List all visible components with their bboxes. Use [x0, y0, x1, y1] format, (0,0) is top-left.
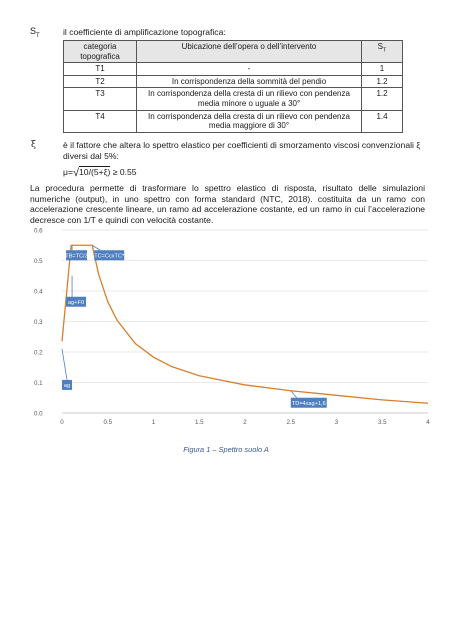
x-tick-label: 2	[243, 419, 247, 426]
x-tick-label: 0.5	[103, 419, 113, 426]
st-intro: il coefficiente di amplificazione topografica:	[63, 27, 226, 37]
table-row	[64, 75, 403, 88]
y-tick-label: 0.6	[34, 227, 43, 235]
cell-cat: T4	[64, 110, 137, 132]
cell-ubicazione: -	[137, 63, 362, 76]
cell-st: 1.4	[362, 110, 403, 132]
y-tick-label: 0.0	[34, 410, 43, 418]
header-categoria: categoria topografica	[64, 41, 137, 63]
chart-annotations	[62, 245, 327, 407]
header-ubicazione: Ubicazione dell’opera o dell’intervento	[137, 41, 362, 63]
y-tick-label: 0.3	[34, 319, 43, 326]
cell-ubicazione: In corrispondenza della sommità del pendio	[137, 75, 362, 88]
spectrum-line	[62, 245, 428, 403]
y-tick-labels	[34, 228, 43, 418]
annotation-label: TD=4xag+1,6	[291, 400, 326, 407]
cell-ubicazione: In corrispondenza della cresta di un rilievo con pendenza media minore o uguale a 30°	[137, 88, 362, 110]
spectrum-chart	[0, 222, 452, 444]
x-tick-label: 3	[334, 419, 339, 426]
formula-suffix: ≥ 0.55	[110, 167, 137, 177]
cell-cat: T3	[64, 88, 137, 110]
procedure-paragraph: La procedura permette di trasformare lo spettro elastico di risposta, risultato delle simulazioni numeriche (output), in uno spettro con forma standard (NTC, 2018). costituita da un ramo con accelerazione crescente lineare, un ramo ad accelerazione costante, ed un ramo in cui l’accelerazione decresce con 1/T e quindi con velocità costante.	[30, 183, 425, 225]
table-row	[64, 63, 403, 76]
y-tick-label: 0.2	[34, 349, 43, 357]
x-tick-label: 1	[151, 419, 156, 426]
annotation-label: ag	[63, 383, 71, 390]
table-row	[64, 88, 403, 110]
x-tick-labels	[60, 419, 430, 426]
annotation-connector	[62, 349, 67, 380]
cell-cat: T2	[64, 75, 137, 88]
xi-symbol: ξ	[31, 140, 36, 150]
table-header-row	[64, 41, 403, 63]
xi-formula	[63, 166, 137, 178]
y-tick-label: 0.4	[34, 288, 43, 296]
cell-st: 1.2	[362, 88, 403, 110]
sqrt-sign: √	[72, 166, 80, 179]
x-tick-label: 1.5	[194, 419, 204, 426]
x-tick-label: 2.5	[286, 419, 296, 426]
formula-radicand: 10/(5+ξ)	[79, 167, 111, 177]
formula-prefix: μ=	[63, 167, 73, 177]
x-tick-label: 4	[426, 419, 430, 426]
annotation-label: TC=CcxTC*	[94, 253, 125, 260]
cell-cat: T1	[64, 63, 137, 76]
x-tick-label: 0	[60, 419, 64, 426]
header-st: $S_T$	[362, 41, 403, 63]
table-row	[64, 110, 403, 132]
xi-text: è il fattore che altera lo spettro elastico per coefficienti di smorzamento viscosi convenzionali ξ diversi dal 5%:	[63, 140, 421, 161]
cell-st: 1	[362, 63, 403, 76]
annotation-label: TB=TC/3	[65, 253, 88, 260]
x-tick-label: 3.5	[377, 419, 387, 426]
y-tick-label: 0.5	[34, 258, 43, 265]
topography-table	[63, 40, 403, 133]
figure-caption: Figura 1 – Spettro suolo A	[183, 445, 269, 454]
cell-st: 1.2	[362, 75, 403, 88]
cell-ubicazione: In corrispondenza della cresta di un rilievo con pendenza media maggiore di 30°	[137, 110, 362, 132]
chart-series	[62, 245, 428, 403]
y-tick-label: 0.1	[34, 380, 43, 387]
annotation-label: ag+F0	[68, 299, 85, 306]
st-symbol: $S_T$	[30, 26, 40, 39]
